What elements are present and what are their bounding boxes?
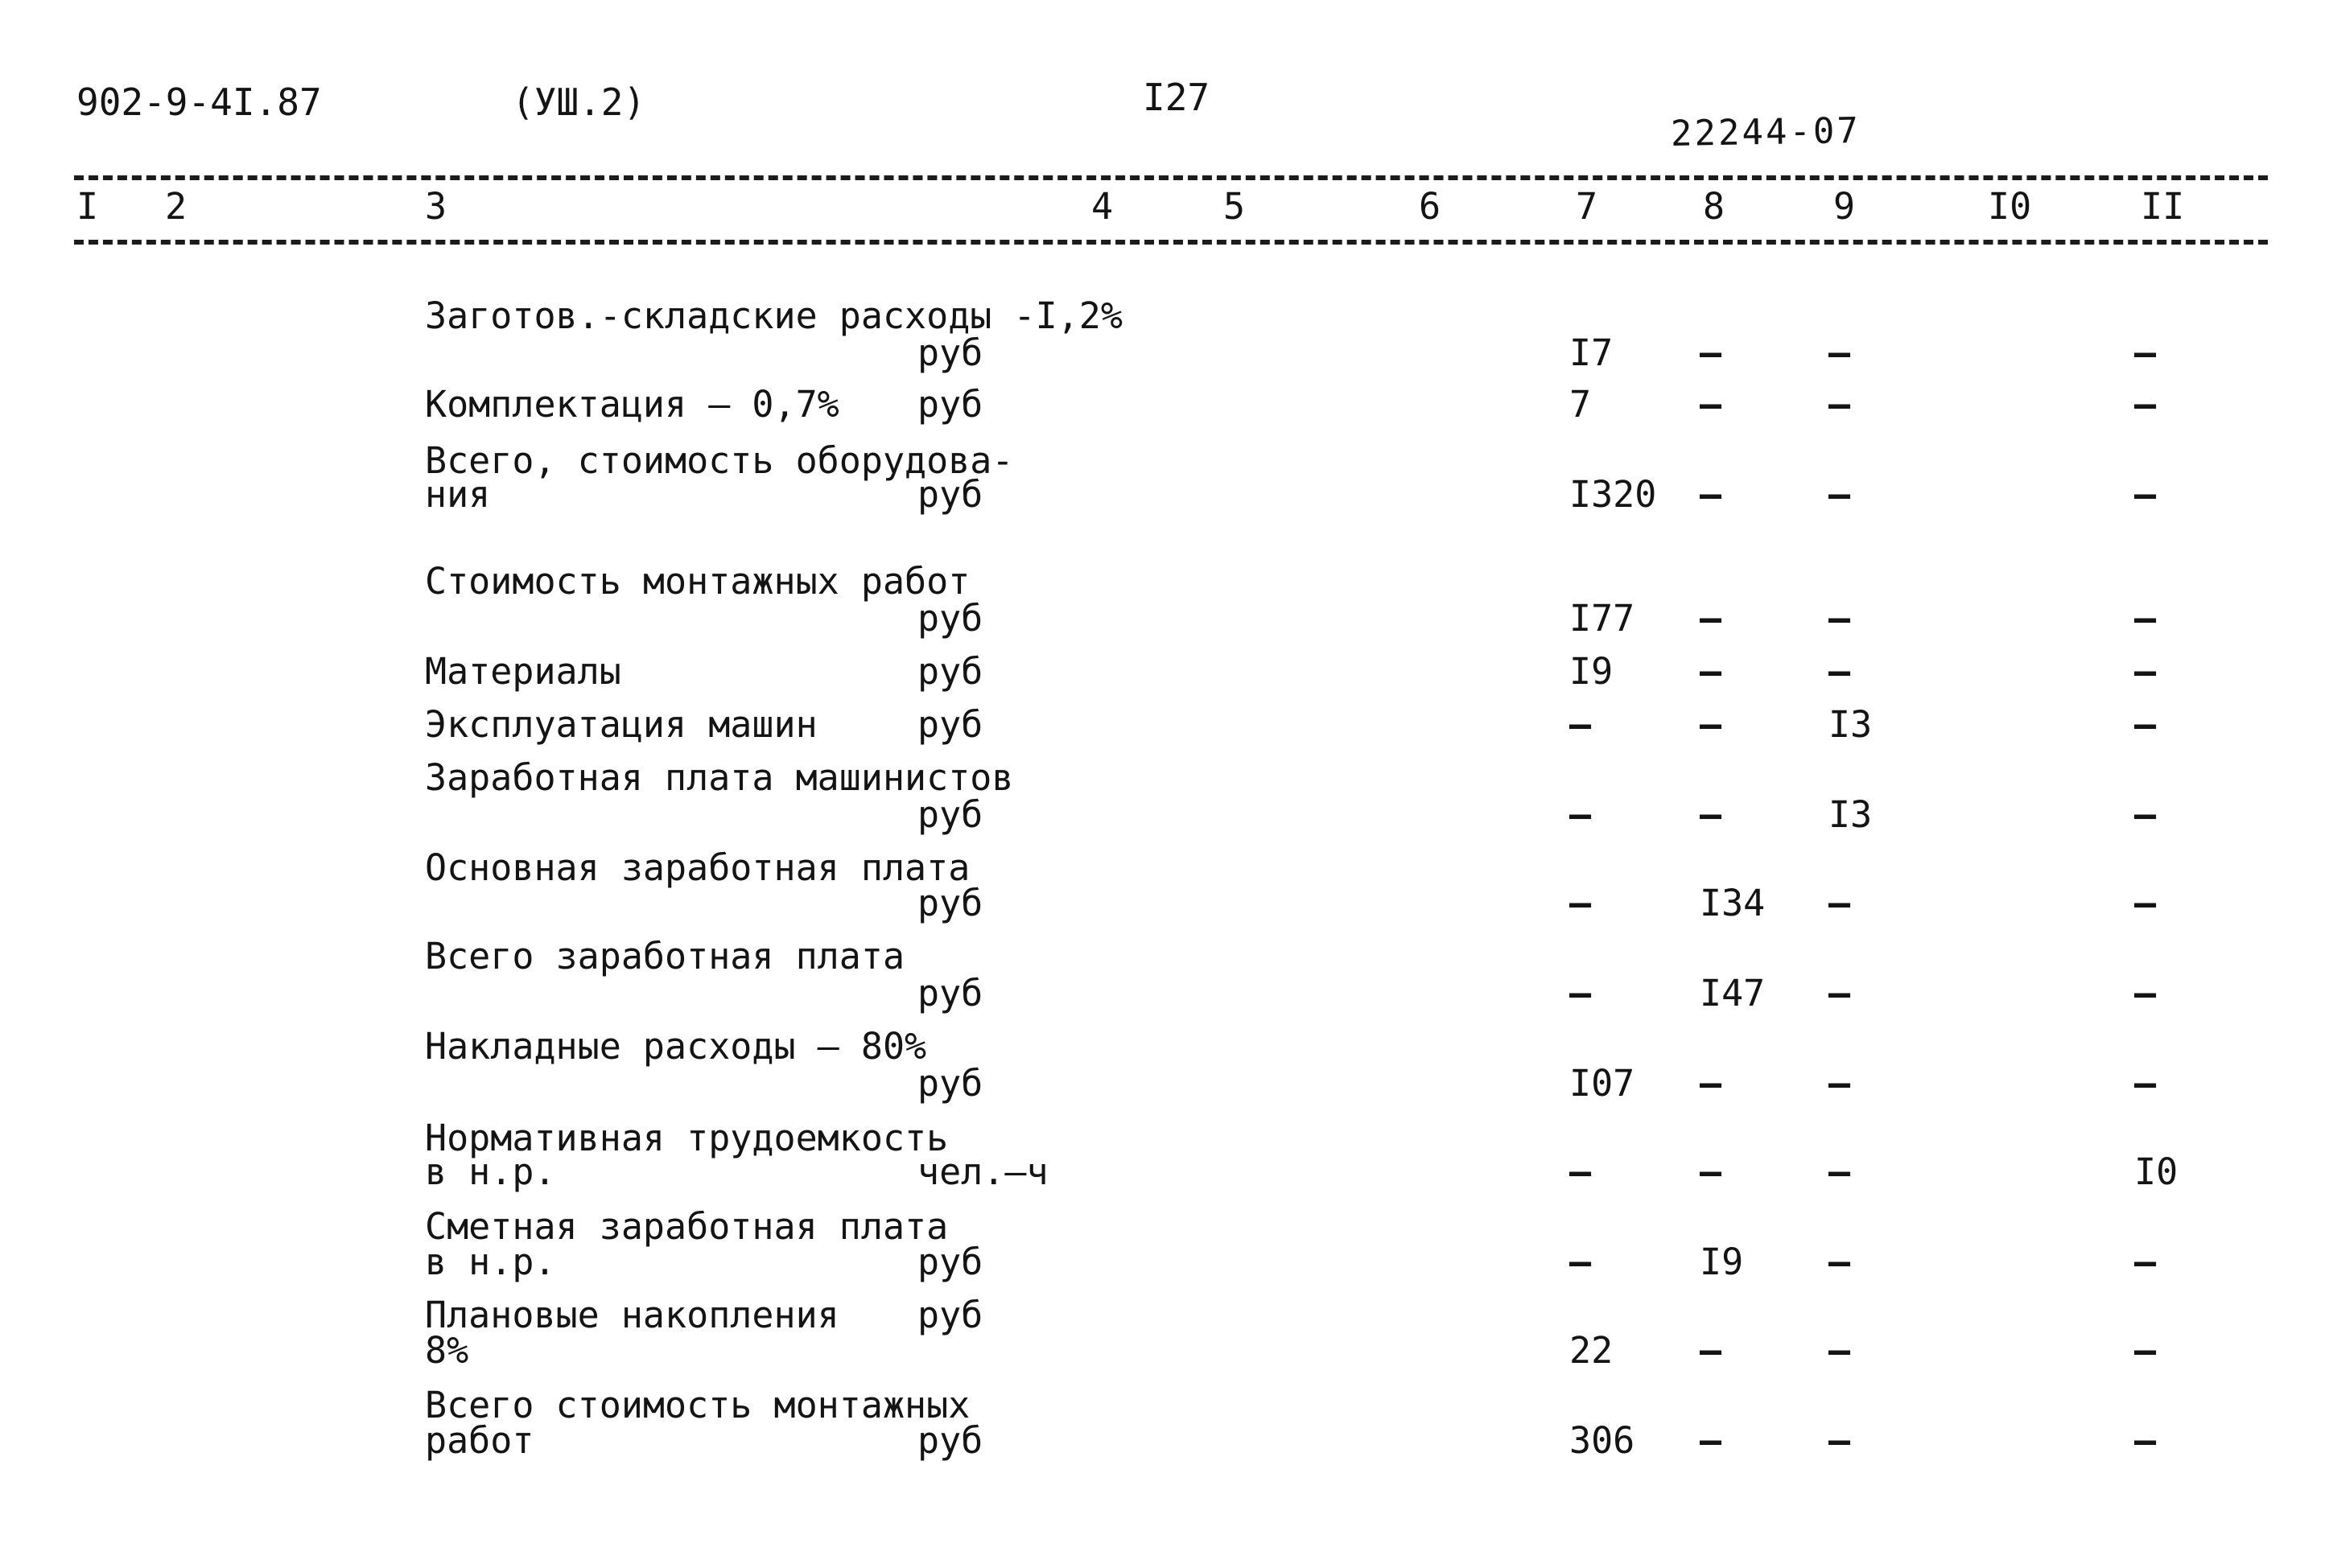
cell-col9: – xyxy=(1828,972,1851,1014)
cell-col7: 7 xyxy=(1569,383,1592,426)
cell-col11: – xyxy=(2134,473,2157,516)
row-label-continued: ния xyxy=(425,473,491,516)
cell-col7: – xyxy=(1569,1241,1592,1283)
row-unit: руб xyxy=(917,650,983,693)
cell-col11: – xyxy=(2134,882,2157,924)
document-code: 902-9-4I.87 xyxy=(76,80,322,124)
cell-col8: – xyxy=(1700,1329,1722,1372)
row-unit: руб xyxy=(917,1241,983,1283)
cell-col8: – xyxy=(1700,1150,1722,1193)
cell-col9: – xyxy=(1828,1329,1851,1372)
cell-col9: I3 xyxy=(1828,793,1873,836)
cell-col8: – xyxy=(1700,793,1722,836)
column-number-7: 7 xyxy=(1576,185,1598,228)
column-number-9: 9 xyxy=(1833,185,1856,228)
row-label-continued: в н.р. xyxy=(425,1241,556,1283)
column-number-6: 6 xyxy=(1419,185,1441,228)
row-unit: руб xyxy=(917,383,983,426)
cell-col7: I9 xyxy=(1569,650,1614,693)
cell-col7: – xyxy=(1569,882,1592,924)
row-label: Эксплуатация машин xyxy=(425,703,818,746)
cell-col9: – xyxy=(1828,1241,1851,1283)
cell-col8: I47 xyxy=(1700,972,1766,1014)
cell-col9: I3 xyxy=(1828,703,1873,746)
row-unit: чел.–ч xyxy=(917,1150,1049,1193)
row-label: Стоимость монтажных работ xyxy=(425,560,971,603)
cell-col7: I320 xyxy=(1569,473,1657,516)
column-number-1: I xyxy=(76,185,99,228)
cell-col8: – xyxy=(1700,1062,1722,1105)
cell-col11: – xyxy=(2134,1241,2157,1283)
cell-col11: – xyxy=(2134,1062,2157,1105)
row-label: Всего заработная плата xyxy=(425,935,905,977)
row-label-continued: в н.р. xyxy=(425,1150,556,1193)
cell-col8: – xyxy=(1700,650,1722,693)
cell-col8: – xyxy=(1700,331,1722,374)
cell-col8: I34 xyxy=(1700,882,1766,924)
cell-col11: I0 xyxy=(2134,1150,2179,1193)
cell-col11: – xyxy=(2134,597,2157,640)
cell-col7: 306 xyxy=(1569,1419,1635,1462)
row-unit: руб xyxy=(917,1062,983,1105)
column-number-8: 8 xyxy=(1703,185,1725,228)
cell-col9: – xyxy=(1828,331,1851,374)
row-label: Всего стоимость монтажных xyxy=(425,1384,971,1426)
cell-col7: – xyxy=(1569,972,1592,1014)
row-unit: руб xyxy=(917,331,983,374)
cell-col9: – xyxy=(1828,1062,1851,1105)
cell-col7: 22 xyxy=(1569,1329,1614,1372)
row-label: Всего, стоимость оборудова- xyxy=(425,439,1014,482)
column-number-4: 4 xyxy=(1091,185,1114,228)
row-label: Сметная заработная плата xyxy=(425,1205,949,1248)
cell-col8: – xyxy=(1700,383,1722,426)
section-number: (УШ.2) xyxy=(512,80,646,124)
row-unit: руб xyxy=(917,703,983,746)
row-label: Заготов.-складские расходы -I,2% xyxy=(425,294,1123,337)
cell-col8: – xyxy=(1700,1419,1722,1462)
row-label: Плановые накопления xyxy=(425,1294,839,1336)
cell-col8: – xyxy=(1700,703,1722,746)
row-label: Основная заработная плата xyxy=(425,846,971,889)
cell-col9: – xyxy=(1828,1150,1851,1193)
cell-col11: – xyxy=(2134,1329,2157,1372)
row-label: Комплектация – 0,7% xyxy=(425,383,839,426)
row-unit: руб xyxy=(917,1419,983,1462)
cell-col11: – xyxy=(2134,1419,2157,1462)
cell-col7: I77 xyxy=(1569,597,1635,640)
cell-col11: – xyxy=(2134,972,2157,1014)
row-unit: руб xyxy=(917,1294,983,1336)
header-top-rule xyxy=(74,175,2268,180)
header-bottom-rule xyxy=(74,240,2268,245)
cell-col11: – xyxy=(2134,650,2157,693)
row-unit: руб xyxy=(917,972,983,1014)
row-label: Нормативная трудоемкость xyxy=(425,1117,949,1159)
cell-col7: I7 xyxy=(1569,331,1614,374)
row-unit: руб xyxy=(917,597,983,640)
cell-col7: I07 xyxy=(1569,1062,1635,1105)
cell-col7: – xyxy=(1569,793,1592,836)
row-unit: руб xyxy=(917,882,983,924)
cell-col11: – xyxy=(2134,703,2157,746)
inventory-stamp: 22244-07 xyxy=(1670,109,1861,155)
cell-col9: – xyxy=(1828,597,1851,640)
column-number-5: 5 xyxy=(1223,185,1246,228)
row-label-continued: работ xyxy=(425,1419,534,1462)
cell-col9: – xyxy=(1828,650,1851,693)
row-label: Накладные расходы – 80% xyxy=(425,1025,927,1068)
cell-col9: – xyxy=(1828,1419,1851,1462)
row-label-continued: 8% xyxy=(425,1329,469,1372)
row-unit: руб xyxy=(917,793,983,836)
cell-col8: – xyxy=(1700,597,1722,640)
cell-col8: – xyxy=(1700,473,1722,516)
cell-col9: – xyxy=(1828,383,1851,426)
column-number-10: I0 xyxy=(1988,185,2032,228)
column-number-3: 3 xyxy=(425,185,447,228)
cell-col8: I9 xyxy=(1700,1241,1744,1283)
column-number-11: II xyxy=(2141,185,2185,228)
cell-col7: – xyxy=(1569,1150,1592,1193)
row-label: Материалы xyxy=(425,650,621,693)
page-number: I27 xyxy=(1143,76,1210,119)
column-number-2: 2 xyxy=(165,185,188,228)
cell-col9: – xyxy=(1828,473,1851,516)
cell-col11: – xyxy=(2134,383,2157,426)
row-label: Заработная плата машинистов xyxy=(425,756,1014,799)
cell-col9: – xyxy=(1828,882,1851,924)
row-unit: руб xyxy=(917,473,983,516)
cell-col7: – xyxy=(1569,703,1592,746)
cell-col11: – xyxy=(2134,331,2157,374)
cell-col11: – xyxy=(2134,793,2157,836)
